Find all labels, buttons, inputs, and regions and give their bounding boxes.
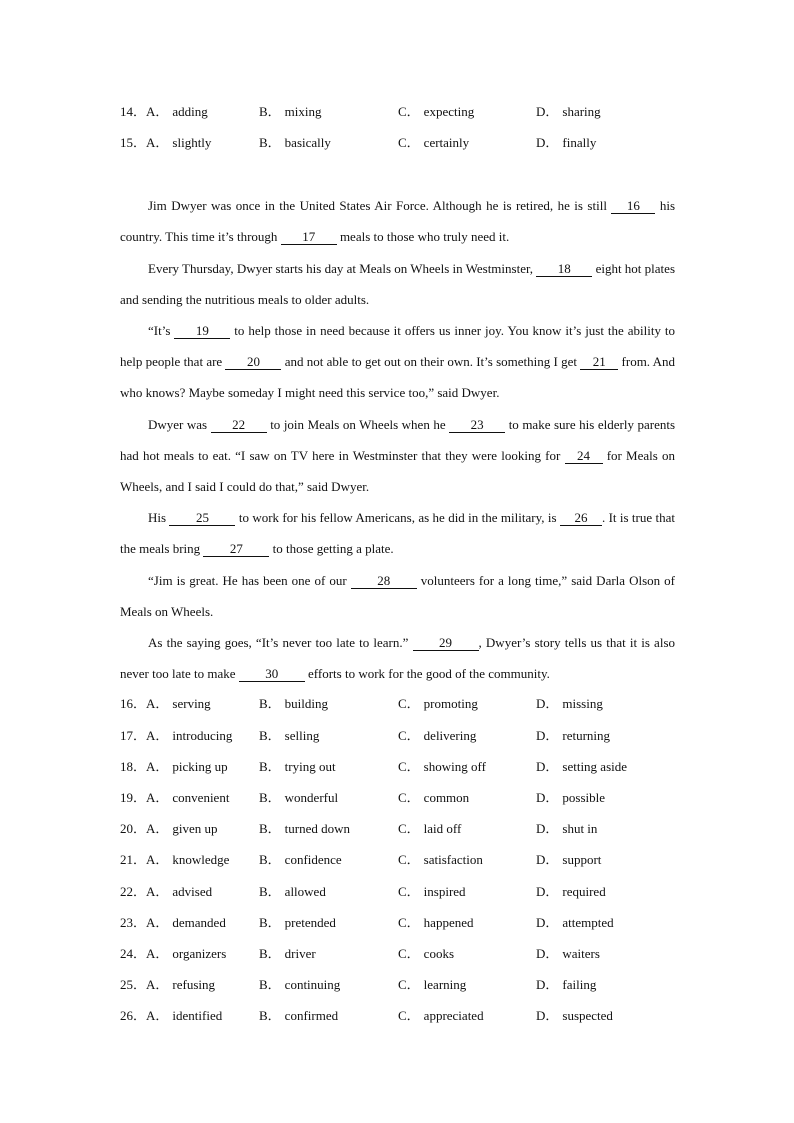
option-text: slightly <box>172 135 212 150</box>
blank-27: 27 <box>203 542 269 557</box>
option-d <box>536 726 610 746</box>
option-d <box>536 913 614 933</box>
option-letter: A． <box>146 696 169 711</box>
option-letter: C． <box>398 759 420 774</box>
option-text: knowledge <box>172 852 230 867</box>
option-a <box>120 882 212 902</box>
question-number: 16． <box>120 696 147 711</box>
passage-text: eight hot plates and sending the nutritious meals to older adults. <box>120 261 675 308</box>
option-letter: C． <box>398 946 420 961</box>
question-options-row <box>120 913 680 933</box>
option-text: trying out <box>284 759 336 774</box>
option-a <box>120 1006 222 1026</box>
option-c <box>398 788 469 808</box>
passage-paragraph-4 <box>120 409 675 503</box>
question-options-row <box>120 975 680 995</box>
question-number: 15． <box>120 135 147 150</box>
option-d <box>536 944 600 964</box>
option-b <box>259 694 328 714</box>
option-text: pretended <box>284 915 336 930</box>
option-letter: C． <box>398 884 420 899</box>
option-text: adding <box>172 104 208 119</box>
option-letter: B． <box>259 821 281 836</box>
option-b <box>259 944 316 964</box>
option-b <box>259 913 336 933</box>
option-text: cooks <box>423 946 455 961</box>
option-c <box>398 913 473 933</box>
option-text: continuing <box>284 977 341 992</box>
option-text: missing <box>562 696 603 711</box>
passage-text: to join Meals on Wheels when he <box>270 417 446 432</box>
option-letter: A． <box>146 135 169 150</box>
option-letter: A． <box>146 946 169 961</box>
option-letter: B． <box>259 759 281 774</box>
option-text: organizers <box>172 946 227 961</box>
option-letter: B． <box>259 728 281 743</box>
passage-text: His <box>148 510 167 525</box>
blank-17: 17 <box>281 230 337 245</box>
option-letter: C． <box>398 104 420 119</box>
option-text: promoting <box>423 696 478 711</box>
question-options-row <box>120 757 680 777</box>
blank-25: 25 <box>169 511 235 526</box>
question-number: 22． <box>120 884 147 899</box>
question-number: 20． <box>120 821 147 836</box>
question-options-row <box>120 788 680 808</box>
option-text: inspired <box>423 884 466 899</box>
option-c <box>398 1006 484 1026</box>
question-number: 21． <box>120 852 147 867</box>
option-text: suspected <box>562 1008 613 1023</box>
question-number: 25． <box>120 977 147 992</box>
blank-22: 22 <box>211 418 267 433</box>
question-options-row <box>120 694 680 714</box>
passage-text: , Dwyer’s story tells us that it is also never too late to make <box>120 635 676 682</box>
option-letter: A． <box>146 915 169 930</box>
option-c <box>398 726 476 746</box>
option-letter: B． <box>259 135 281 150</box>
option-text: failing <box>562 977 597 992</box>
option-letter: B． <box>259 977 281 992</box>
option-text: allowed <box>284 884 326 899</box>
passage-paragraph-7 <box>120 627 675 689</box>
option-letter: C． <box>398 1008 420 1023</box>
blank-29: 29 <box>413 636 479 651</box>
option-letter: D． <box>536 135 559 150</box>
option-text: building <box>284 696 329 711</box>
option-letter: C． <box>398 790 420 805</box>
question-options-row <box>120 944 680 964</box>
option-text: identified <box>172 1008 223 1023</box>
option-letter: D． <box>536 728 559 743</box>
option-letter: D． <box>536 104 559 119</box>
option-text: confidence <box>284 852 342 867</box>
option-text: support <box>562 852 602 867</box>
option-text: laid off <box>423 821 462 836</box>
passage-text: to help those in need because it offers us inner joy. You know it’s just the ability to help people that are <box>120 323 676 370</box>
option-letter: D． <box>536 1008 559 1023</box>
option-letter: C． <box>398 821 420 836</box>
option-c <box>398 694 478 714</box>
question-number: 18． <box>120 759 147 774</box>
question-number: 14． <box>120 104 147 119</box>
option-c <box>398 757 486 777</box>
passage-text: and not able to get out on their own. It’s something I get <box>284 354 577 370</box>
passage-text: Dwyer was <box>148 417 208 432</box>
option-letter: C． <box>398 977 420 992</box>
option-text: picking up <box>172 759 228 774</box>
option-letter: D． <box>536 884 559 899</box>
question-options-row <box>120 1006 680 1026</box>
option-text: sharing <box>562 104 601 119</box>
passage-paragraph-5 <box>120 502 675 564</box>
blank-30: 30 <box>239 667 305 682</box>
option-d <box>536 788 605 808</box>
option-d <box>536 102 601 122</box>
option-b <box>259 726 319 746</box>
option-letter: D． <box>536 696 559 711</box>
passage-paragraph-6 <box>120 565 675 627</box>
option-letter: D． <box>536 977 559 992</box>
passage-text: meals to those who truly need it. <box>339 229 510 245</box>
option-b <box>259 975 340 995</box>
option-letter: B． <box>259 852 281 867</box>
blank-21: 21 <box>580 355 618 370</box>
blank-28: 28 <box>351 574 417 589</box>
passage-text: As the saying goes, “It’s never too late to learn.” <box>148 635 409 650</box>
option-letter: D． <box>536 852 559 867</box>
option-a <box>120 975 215 995</box>
blank-26: 26 <box>560 511 602 526</box>
option-text: delivering <box>423 728 477 743</box>
option-letter: D． <box>536 915 559 930</box>
option-a <box>120 694 211 714</box>
option-text: demanded <box>172 915 226 930</box>
option-text: advised <box>172 884 213 899</box>
option-text: possible <box>562 790 606 805</box>
option-text: returning <box>562 728 611 743</box>
option-letter: B． <box>259 946 281 961</box>
option-letter: C． <box>398 135 420 150</box>
option-text: introducing <box>172 728 233 743</box>
option-letter: A． <box>146 790 169 805</box>
option-text: mixing <box>284 104 322 119</box>
option-letter: A． <box>146 884 169 899</box>
option-d <box>536 694 603 714</box>
option-letter: D． <box>536 946 559 961</box>
option-letter: B． <box>259 1008 281 1023</box>
option-text: wonderful <box>284 790 339 805</box>
option-letter: D． <box>536 790 559 805</box>
option-text: turned down <box>284 821 351 836</box>
option-letter: C． <box>398 696 420 711</box>
option-a <box>120 944 226 964</box>
option-text: common <box>423 790 470 805</box>
option-c <box>398 975 466 995</box>
option-b <box>259 819 350 839</box>
question-14-options <box>120 102 680 122</box>
option-a <box>120 788 229 808</box>
option-text: attempted <box>562 915 614 930</box>
option-a <box>120 133 211 153</box>
option-text: happened <box>423 915 474 930</box>
option-d <box>536 819 597 839</box>
option-text: basically <box>284 135 331 150</box>
option-letter: A． <box>146 852 169 867</box>
question-number: 17． <box>120 728 147 743</box>
option-letter: C． <box>398 852 420 867</box>
question-options-row <box>120 726 680 746</box>
option-text: given up <box>172 821 218 836</box>
option-text: satisfaction <box>423 852 483 867</box>
blank-18: 18 <box>536 262 592 277</box>
option-c <box>398 850 483 870</box>
option-b <box>259 850 342 870</box>
blank-23: 23 <box>449 418 505 433</box>
question-options-row <box>120 882 680 902</box>
option-b <box>259 1006 338 1026</box>
option-d <box>536 882 606 902</box>
question-15-options <box>120 133 680 153</box>
option-b <box>259 882 326 902</box>
option-letter: B． <box>259 915 281 930</box>
option-text: learning <box>423 977 467 992</box>
option-a <box>120 819 218 839</box>
passage-text: Every Thursday, Dwyer starts his day at Meals on Wheels in Westminster, <box>148 261 534 276</box>
option-d <box>536 1006 613 1026</box>
option-text: certainly <box>423 135 470 150</box>
blank-16: 16 <box>611 199 655 214</box>
option-a <box>120 757 228 777</box>
option-text: waiters <box>562 946 600 961</box>
passage-text: for Meals on Wheels, and I said I could do that,” said Dwyer. <box>120 448 675 495</box>
option-letter: A． <box>146 759 169 774</box>
passage-text: volunteers for a long time,” said Darla Olson of Meals on Wheels. <box>120 573 675 620</box>
passage-text: to work for his fellow Americans, as he did in the military, is <box>238 510 557 525</box>
option-text: required <box>562 884 606 899</box>
option-d <box>536 850 601 870</box>
option-letter: A． <box>146 1008 169 1023</box>
option-letter: B． <box>259 696 281 711</box>
passage-paragraph-3 <box>120 315 675 409</box>
option-letter: A． <box>146 821 169 836</box>
option-letter: C． <box>398 915 420 930</box>
option-letter: D． <box>536 821 559 836</box>
option-c <box>398 819 461 839</box>
option-text: appreciated <box>423 1008 484 1023</box>
passage-text: Jim Dwyer was once in the United States Air Force. Although he is retired, he is still <box>148 198 607 213</box>
question-options-row <box>120 850 680 870</box>
option-letter: B． <box>259 884 281 899</box>
option-letter: A． <box>146 104 169 119</box>
option-b <box>259 133 331 153</box>
option-text: finally <box>562 135 597 150</box>
passage-text: his country. This time it’s through <box>120 198 676 245</box>
option-letter: A． <box>146 977 169 992</box>
passage-paragraph-2 <box>120 253 675 315</box>
option-text: driver <box>284 946 316 961</box>
option-b <box>259 788 338 808</box>
option-text: serving <box>172 696 211 711</box>
question-number: 24． <box>120 946 147 961</box>
passage-text: from. And who knows? Maybe someday I might need this service too,” said Dwyer. <box>120 354 675 401</box>
passage-text: to make sure his elderly parents had hot meals to eat. “I saw on TV here in Westminster that they were looking for <box>120 417 676 464</box>
passage-text: “It’s <box>148 323 171 338</box>
option-b <box>259 102 322 122</box>
blank-24: 24 <box>565 449 603 464</box>
option-a <box>120 102 208 122</box>
option-text: showing off <box>423 759 486 774</box>
option-d <box>536 975 596 995</box>
option-a <box>120 726 232 746</box>
option-c <box>398 944 454 964</box>
option-d <box>536 757 627 777</box>
passage-text: “Jim is great. He has been one of our <box>148 573 347 588</box>
option-letter: B． <box>259 104 281 119</box>
option-letter: D． <box>536 759 559 774</box>
option-text: setting aside <box>562 759 628 774</box>
question-options-row <box>120 819 680 839</box>
option-text: refusing <box>172 977 216 992</box>
option-text: selling <box>284 728 320 743</box>
option-c <box>398 882 466 902</box>
question-number: 23． <box>120 915 147 930</box>
option-letter: C． <box>398 728 420 743</box>
option-text: confirmed <box>284 1008 339 1023</box>
option-b <box>259 757 336 777</box>
option-letter: B． <box>259 790 281 805</box>
passage-text: . It is true that the meals bring <box>120 510 676 557</box>
blank-19: 19 <box>174 324 230 339</box>
option-d <box>536 133 596 153</box>
option-text: convenient <box>172 790 230 805</box>
passage-paragraph-1 <box>120 190 675 252</box>
passage-text: to those getting a plate. <box>272 541 394 557</box>
option-a <box>120 913 226 933</box>
blank-20: 20 <box>225 355 281 370</box>
option-c <box>398 133 469 153</box>
question-number: 26． <box>120 1008 147 1023</box>
option-c <box>398 102 474 122</box>
question-number: 19． <box>120 790 147 805</box>
option-text: shut in <box>562 821 598 836</box>
option-text: expecting <box>423 104 475 119</box>
passage-text: efforts to work for the good of the community. <box>308 666 550 682</box>
option-a <box>120 850 229 870</box>
option-letter: A． <box>146 728 169 743</box>
